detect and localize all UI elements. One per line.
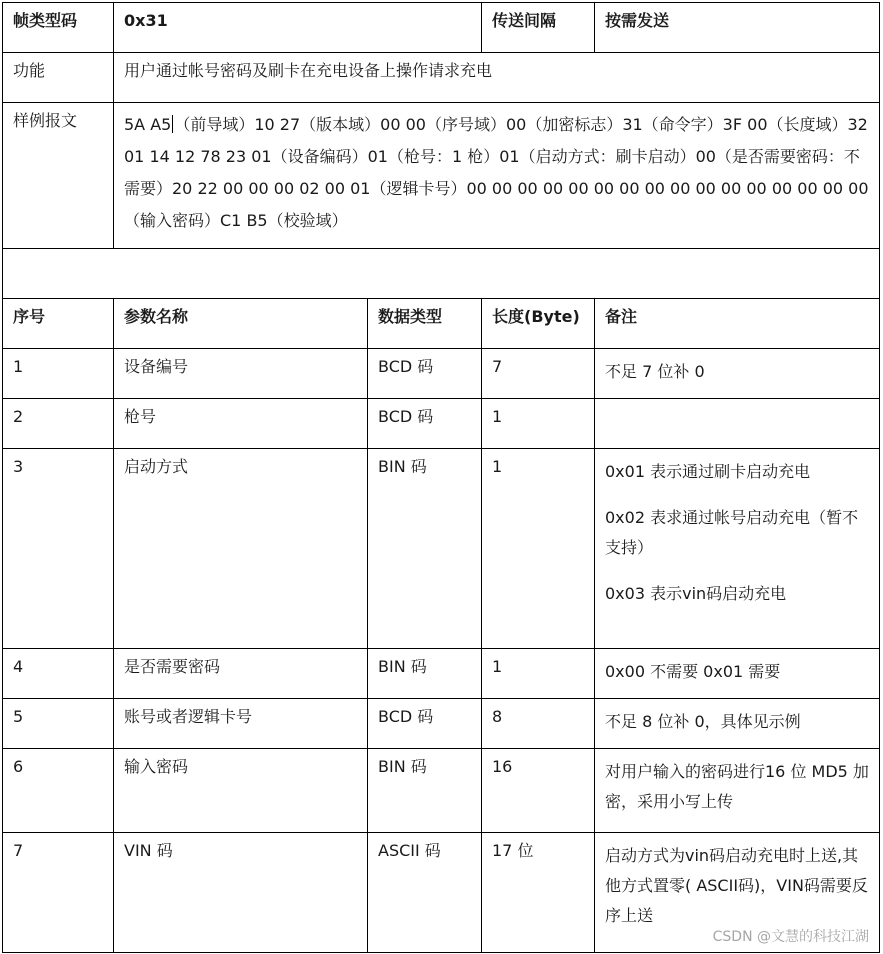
param-name: 账号或者逻辑卡号 xyxy=(114,699,368,749)
remark-text: 0x02 表求通过帐号启动充电（暂不支持） xyxy=(605,508,859,557)
col-header-type: 数据类型 xyxy=(368,299,482,349)
param-name: 启动方式 xyxy=(114,449,368,649)
param-name: VIN 码 xyxy=(114,833,368,953)
col-header-length: 长度(Byte) xyxy=(482,299,595,349)
table-row xyxy=(3,449,880,649)
param-remark xyxy=(595,649,880,699)
param-no: 4 xyxy=(3,649,114,699)
param-length: 8 xyxy=(482,699,595,749)
header-row xyxy=(3,3,880,53)
param-length: 1 xyxy=(482,449,595,649)
param-name: 设备编号 xyxy=(114,349,368,399)
param-name: 输入密码 xyxy=(114,749,368,833)
col-header-name: 参数名称 xyxy=(114,299,368,349)
remark-text: 0x03 表示vin码启动充电 xyxy=(605,584,787,603)
interval-value: 按需发送 xyxy=(595,3,880,53)
function-value: 用户通过帐号密码及刷卡在充电设备上操作请求充电 xyxy=(114,53,880,103)
table-row xyxy=(3,399,880,449)
remark-text: 不足 7 位补 0 xyxy=(605,362,705,381)
param-length: 1 xyxy=(482,399,595,449)
protocol-spec-table xyxy=(2,2,880,953)
sample-label: 样例报文 xyxy=(3,103,114,249)
remark-text: 启动方式为vin码启动充电时上送,其他方式置零( ASCII码)，VIN码需要反序上送 xyxy=(605,846,868,925)
remark-text: 对用户输入的密码进行16 位 MD5 加密，采用小写上传 xyxy=(605,762,869,811)
param-rows xyxy=(3,349,880,953)
param-length: 16 xyxy=(482,749,595,833)
sample-message-prefix: 5A A5 xyxy=(124,115,172,134)
param-remark xyxy=(595,399,880,449)
param-name: 是否需要密码 xyxy=(114,649,368,699)
param-type: BIN 码 xyxy=(368,649,482,699)
table-row xyxy=(3,349,880,399)
param-no: 7 xyxy=(3,833,114,953)
table-row xyxy=(3,649,880,699)
param-remark xyxy=(595,349,880,399)
remark-text: 不足 8 位补 0，具体见示例 xyxy=(605,712,801,731)
remark-text: 0x00 不需要 0x01 需要 xyxy=(605,662,781,681)
table-row xyxy=(3,699,880,749)
param-type: BCD 码 xyxy=(368,349,482,399)
frame-type-label: 帧类型码 xyxy=(3,3,114,53)
param-no: 6 xyxy=(3,749,114,833)
sample-message xyxy=(114,103,880,249)
param-type: BCD 码 xyxy=(368,699,482,749)
remark-text: 0x01 表示通过刷卡启动充电 xyxy=(605,462,811,481)
param-length: 1 xyxy=(482,649,595,699)
param-remark xyxy=(595,699,880,749)
param-length: 7 xyxy=(482,349,595,399)
param-type: ASCII 码 xyxy=(368,833,482,953)
param-type: BCD 码 xyxy=(368,399,482,449)
param-length: 17 位 xyxy=(482,833,595,953)
param-remark xyxy=(595,749,880,833)
col-header-no: 序号 xyxy=(3,299,114,349)
col-header-remark: 备注 xyxy=(595,299,880,349)
param-name: 枪号 xyxy=(114,399,368,449)
column-header-row xyxy=(3,299,880,349)
function-row xyxy=(3,53,880,103)
spacer-row xyxy=(3,249,880,299)
interval-label: 传送间隔 xyxy=(482,3,595,53)
spacer-cell xyxy=(3,249,880,299)
table-row xyxy=(3,749,880,833)
function-label: 功能 xyxy=(3,53,114,103)
param-no: 3 xyxy=(3,449,114,649)
param-no: 5 xyxy=(3,699,114,749)
frame-type-value: 0x31 xyxy=(114,3,482,53)
sample-row xyxy=(3,103,880,249)
param-remark xyxy=(595,449,880,649)
param-type: BIN 码 xyxy=(368,749,482,833)
param-type: BIN 码 xyxy=(368,449,482,649)
param-no: 1 xyxy=(3,349,114,399)
param-no: 2 xyxy=(3,399,114,449)
watermark: CSDN @文慧的科技江湖 xyxy=(712,929,869,945)
sample-message-body: （前导域）10 27（版本域）00 00（序号域）00（加密标志）31（命令字）3F 00（长度域）32 01 14 12 78 23 01（设备编码）01（枪号：1 枪）01（启动方式：刷卡启动）00（是否需要密码：不需要）20 22 00 00 00 02 00 01（逻辑卡号）00 00 00 00 00 00 00 00 00 00 00 00 00 00 00 00（输入密码）C1 B5（校验域） xyxy=(124,115,869,230)
